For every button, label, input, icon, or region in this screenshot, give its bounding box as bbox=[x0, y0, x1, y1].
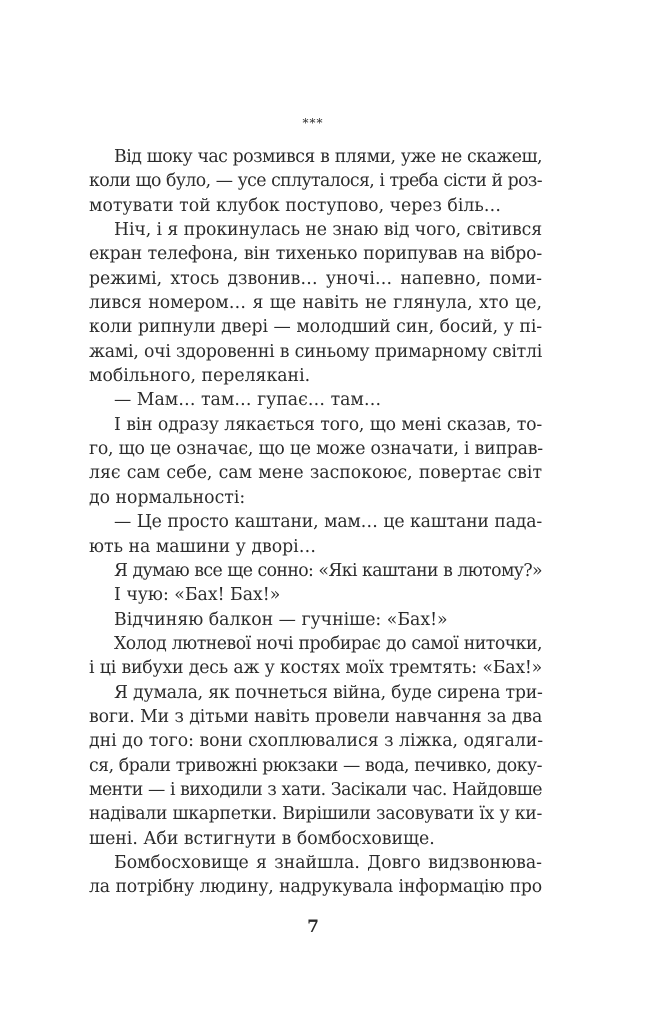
text-line: ся, брали тривожні рюкзаки — вода, печивко, доку- bbox=[89, 755, 542, 776]
text-line: шені. Аби встигнути в бомбосховище. bbox=[89, 828, 435, 849]
text-line: менти — і виходили з хати. Засікали час. Найдовше bbox=[89, 779, 542, 800]
text-line: мобільного, перелякані. bbox=[89, 366, 311, 387]
text-line: Холод лютневої ночі пробирає до самої ниточки, bbox=[114, 633, 542, 654]
text-line: ляє сам себе, сам мене заспокоює, повертає світ bbox=[89, 463, 542, 484]
text-line: Ніч, і я прокинулась не знаю від чого, світився bbox=[114, 220, 542, 241]
text-line: ла потрібну людину, надрукувала інформацію про bbox=[89, 877, 542, 898]
text-line: го, що це означає, що це може означати, і виправ- bbox=[89, 439, 543, 460]
text-line: режимі, хтось дзвонив… уночі… напевно, поми- bbox=[89, 268, 542, 289]
text-line: Відчиняю балкон — гучніше: «Бах!» bbox=[114, 609, 448, 630]
text-line: І чую: «Бах! Бах!» bbox=[114, 585, 281, 606]
body-text bbox=[89, 145, 542, 900]
text-line: дні до того: вони схоплювалися з ліжка, одягали- bbox=[89, 731, 544, 752]
text-line: надівали шкарпетки. Вирішили засовувати їх у ки- bbox=[89, 804, 542, 825]
text-line: екран телефона, він тихенько порипував на вібро- bbox=[89, 244, 542, 265]
page-number: 7 bbox=[307, 917, 319, 937]
text-line: Бомбосховище я знайшла. Довго видзвонюва- bbox=[114, 852, 542, 873]
text-line: воги. Ми з дітьми навіть провели навчання за два bbox=[89, 706, 543, 727]
text-line: коли що було, — усе сплуталося, і треба сісти й роз- bbox=[89, 171, 542, 192]
text-line: Я думала, як почнеться війна, буде сирена три- bbox=[114, 682, 543, 703]
text-line: лився номером… я ще навіть не глянула, хто це, bbox=[89, 293, 542, 314]
text-line: І він одразу лякається того, що мені сказав, то- bbox=[114, 414, 542, 435]
text-line: Я думаю все ще сонно: «Які каштани в лютому?» bbox=[114, 560, 542, 581]
text-line: і ці вибухи десь аж у костях моїх тремтять: «Бах!» bbox=[89, 658, 542, 679]
text-line: до нормальності: bbox=[89, 487, 246, 508]
text-line: — Мам… там… гупає… там… bbox=[114, 390, 382, 411]
text-line: — Це просто каштани, мам… це каштани пада- bbox=[114, 512, 542, 533]
text-line: коли рипнули двері — молодший син, босий, у пі- bbox=[89, 317, 542, 338]
text-line: Від шоку час розмився в плями, уже не скажеш, bbox=[114, 147, 542, 167]
text-line: мотувати той клубок поступово, через біль… bbox=[89, 195, 502, 216]
text-line: ють на машини у дворі… bbox=[89, 536, 316, 557]
section-separator: *** bbox=[302, 116, 324, 130]
text-line: жамі, очі здоровенні в синьому примарному світлі bbox=[89, 341, 543, 362]
